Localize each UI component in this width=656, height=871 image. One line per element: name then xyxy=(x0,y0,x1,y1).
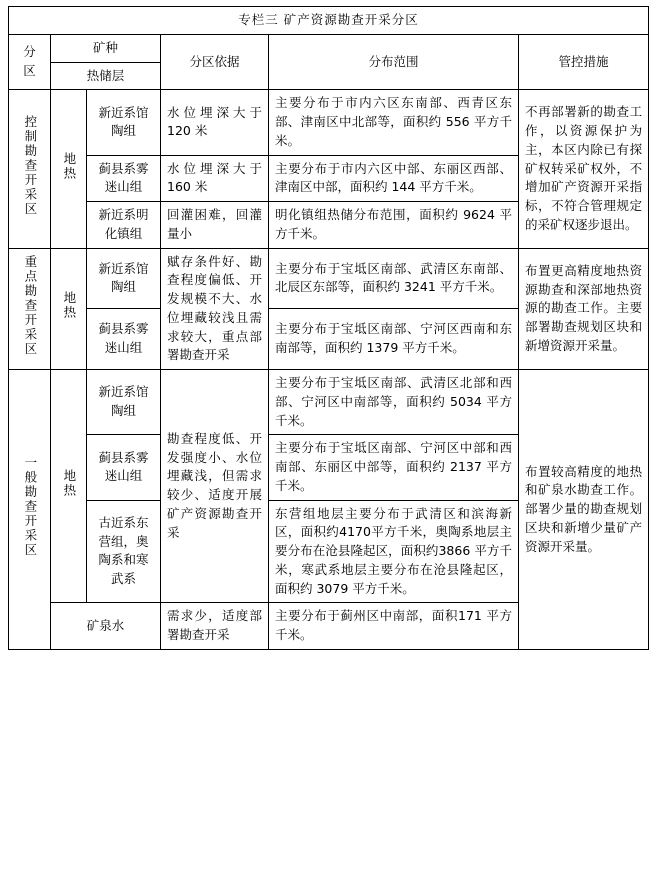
range-cell: 主要分布于宝坻区南部、武清区东南部、北辰区东部等，面积约 3241 平方千米。 xyxy=(269,248,519,309)
table-header-row-1 xyxy=(9,34,649,62)
table-row xyxy=(9,248,649,309)
range-cell: 明化镇组热储分布范围，面积约 9624 平方千米。 xyxy=(269,202,519,249)
table-row xyxy=(9,370,649,435)
reservoir-cell: 新近系馆陶组 xyxy=(87,90,161,155)
header-basis: 分区依据 xyxy=(161,34,269,90)
control-measure-cell: 布置更高精度地热资源勘查和深部地热资源的勘查工作。主要部署勘查规划区块和新增资源开采量。 xyxy=(519,248,649,370)
zone-label-control: 控制勘查开采区 xyxy=(9,90,51,248)
range-cell: 东营组地层主要分布于武清区和滨海新区，面积约4170平方千米，奥陶系地层主要分布在沧县隆起区，面积约3866 平方千米，寒武系地层主要分布在沧县隆起区，面积约 3079 平方千米。 xyxy=(269,500,519,603)
reservoir-cell: 新近系馆陶组 xyxy=(87,370,161,435)
range-cell: 主要分布于宝坻区南部、宁河区西南和东南部等，面积约 1379 平方千米。 xyxy=(269,309,519,370)
reservoir-cell: 蓟县系雾迷山组 xyxy=(87,155,161,202)
basis-cell: 水位埋深大于 160 米 xyxy=(161,155,269,202)
mineral-label-mineral-water: 矿泉水 xyxy=(51,603,161,650)
basis-cell: 赋存条件好、勘查程度偏低、开发规模不大、水位埋藏较浅且需求较大，重点部署勘查开采 xyxy=(161,248,269,370)
basis-cell: 需求少，适度部署勘查开采 xyxy=(161,603,269,650)
range-cell: 主要分布于蓟州区中南部，面积171 平方千米。 xyxy=(269,603,519,650)
mineral-zoning-table xyxy=(8,6,649,650)
reservoir-cell: 古近系东营组，奥陶系和寒武系 xyxy=(87,500,161,603)
reservoir-cell: 新近系馆陶组 xyxy=(87,248,161,309)
reservoir-cell: 蓟县系雾迷山组 xyxy=(87,435,161,500)
header-mineral: 矿种 xyxy=(51,34,161,62)
range-cell: 主要分布于宝坻区南部、宁河区中部和西南部、东丽区中部等，面积约 2137 平方千米。 xyxy=(269,435,519,500)
basis-cell: 回灌困难，回灌量小 xyxy=(161,202,269,249)
basis-cell: 水位埋深大于 120 米 xyxy=(161,90,269,155)
table-row xyxy=(9,90,649,155)
mineral-label-geothermal-2: 地热 xyxy=(51,248,87,370)
reservoir-cell: 蓟县系雾迷山组 xyxy=(87,309,161,370)
reservoir-cell: 新近系明化镇组 xyxy=(87,202,161,249)
range-cell: 主要分布于宝坻区南部、武清区北部和西部、宁河区中南部等，面积约 5034 平方千米。 xyxy=(269,370,519,435)
control-measure-cell: 不再部署新的勘查工作，以资源保护为主，本区内除已有探矿权转采矿权外，不增加矿产资源开采指标，不符合管理规定的采矿权逐步退出。 xyxy=(519,90,649,248)
mineral-label-geothermal-3: 地热 xyxy=(51,370,87,603)
mineral-label-geothermal-1: 地热 xyxy=(51,90,87,248)
header-zone: 分 区 xyxy=(9,34,51,90)
control-measure-cell: 布置较高精度的地热和矿泉水勘查工作。部署少量的勘查规划区块和新增少量矿产资源开采量。 xyxy=(519,370,649,650)
zone-label-general: 一般勘查开采区 xyxy=(9,370,51,650)
range-cell: 主要分布于市内六区中部、东丽区西部、津南区中部，面积约 144 平方千米。 xyxy=(269,155,519,202)
zone-label-key: 重点勘查开采区 xyxy=(9,248,51,370)
basis-cell: 勘查程度低、开发强度小、水位埋藏浅，但需求较少、适度开展矿产资源勘查开采 xyxy=(161,370,269,603)
header-range: 分布范围 xyxy=(269,34,519,90)
range-cell: 主要分布于市内六区东南部、西青区东部、津南区中北部等，面积约 556 平方千米。 xyxy=(269,90,519,155)
header-reservoir: 热储层 xyxy=(51,62,161,90)
table-title-row xyxy=(9,7,649,35)
page-title: 专栏三 矿产资源勘查开采分区 xyxy=(9,7,649,35)
header-control: 管控措施 xyxy=(519,34,649,90)
